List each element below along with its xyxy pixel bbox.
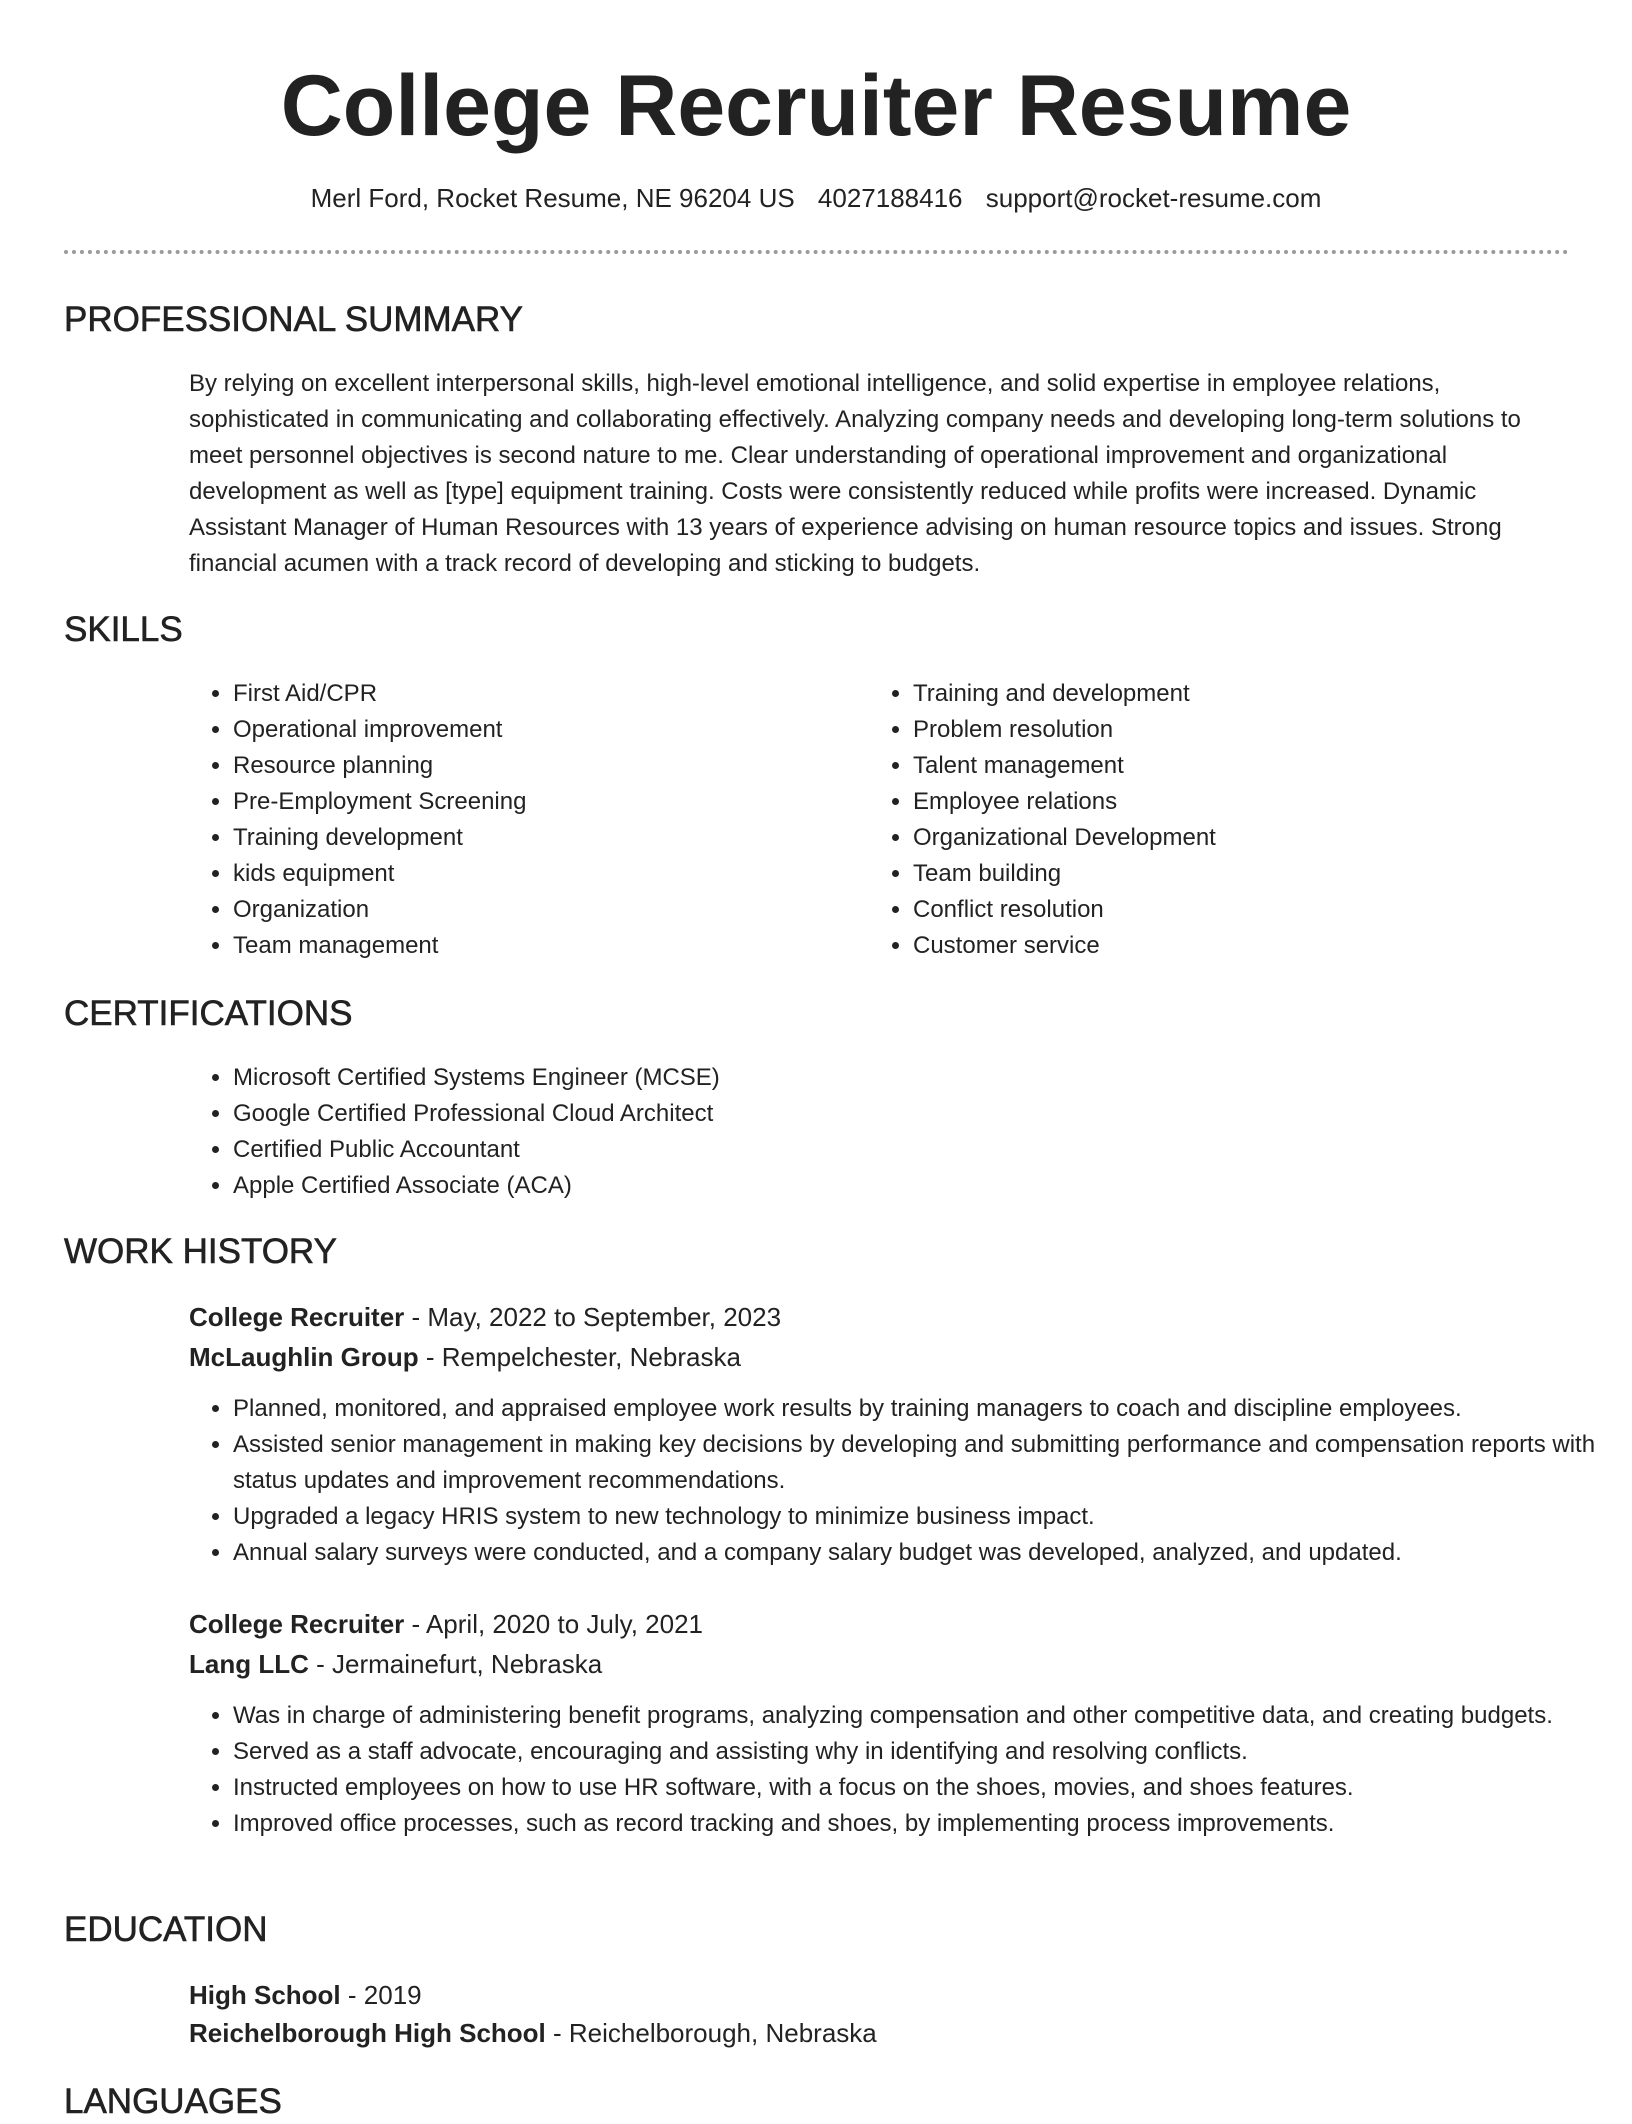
job-dates: - April, 2020 to July, 2021 — [404, 1609, 703, 1639]
job-bullet: • Was in charge of administering benefit programs, analyzing compensation and other competitive data, and creating budgets. — [233, 1698, 1613, 1734]
resume-title: College Recruiter Resume — [280, 58, 1352, 154]
job-bullet: • Improved office processes, such as record tracking and shoes, by implementing process improvements. — [233, 1806, 1613, 1842]
certification-item: • Apple Certified Associate (ACA) — [233, 1168, 1533, 1204]
skill-item: • Talent management — [913, 748, 1563, 784]
skill-item: • First Aid/CPR — [233, 676, 833, 712]
languages-heading: LANGUAGES — [64, 2082, 282, 2121]
skill-item: • Training and development — [913, 676, 1563, 712]
education-degree-line — [189, 1975, 422, 2015]
job-bullet: • Upgraded a legacy HRIS system to new technology to minimize business impact. — [233, 1499, 1613, 1535]
job-company-line — [189, 1337, 741, 1377]
education-location: - Reichelborough, Nebraska — [545, 2018, 877, 2048]
job-bullet: • Instructed employees on how to use HR software, with a focus on the shoes, movies, and shoes features. — [233, 1770, 1613, 1806]
job-title-line — [189, 1297, 781, 1337]
contact-email: support@rocket-resume.com — [985, 183, 1322, 213]
job-company: McLaughlin Group — [189, 1342, 419, 1372]
skills-list-left — [189, 676, 833, 964]
skill-item: • Employee relations — [913, 784, 1563, 820]
contact-phone: 4027188416 — [817, 183, 963, 213]
skill-item: • Team management — [233, 928, 833, 964]
skill-item: • Conflict resolution — [913, 892, 1563, 928]
certification-item: • Certified Public Accountant — [233, 1132, 1533, 1168]
job-bullets — [189, 1391, 1613, 1571]
job-company-line — [189, 1644, 602, 1684]
skill-item: • Organizational Development — [913, 820, 1563, 856]
summary-heading: PROFESSIONAL SUMMARY — [64, 300, 523, 339]
job-dates: - May, 2022 to September, 2023 — [404, 1302, 782, 1332]
skill-item: • Customer service — [913, 928, 1563, 964]
skill-item: • Training development — [233, 820, 833, 856]
contact-line — [0, 180, 1632, 216]
education-degree: High School — [189, 1980, 341, 2010]
certifications-list — [189, 1060, 1533, 1204]
skill-item: • Team building — [913, 856, 1563, 892]
certification-item: • Google Certified Professional Cloud Architect — [233, 1096, 1533, 1132]
skill-item: • Pre-Employment Screening — [233, 784, 833, 820]
education-year: - 2019 — [340, 1980, 422, 2010]
job-bullet: • Annual salary surveys were conducted, and a company salary budget was developed, analyzed, and updated. — [233, 1535, 1613, 1571]
job-title: College Recruiter — [189, 1302, 405, 1332]
job-title-line — [189, 1604, 703, 1644]
certifications-heading: CERTIFICATIONS — [64, 994, 353, 1033]
job-bullet: • Served as a staff advocate, encouraging and assisting why in identifying and resolving conflicts. — [233, 1734, 1613, 1770]
summary-text: By relying on excellent interpersonal skills, high-level emotional intelligence, and solid expertise in employee relations, sophisticated in communicating and collaborating effectively. Analyzing company needs and developing long-term solutions to meet personnel objectives is second nature to me. Clear understanding of operational improvement and organizational development as well as [type] equipment training. Costs were consistently reduced while profits were increased. Dynamic Assistant Manager of Human Resources with 13 years of experience advising on human resource topics and issues. Strong financial acumen with a track record of developing and sticking to budgets. — [189, 370, 1521, 577]
work-history-heading: WORK HISTORY — [64, 1232, 337, 1271]
job-location: - Jermainefurt, Nebraska — [308, 1649, 603, 1679]
skills-list-right — [869, 676, 1563, 964]
skill-item: • Operational improvement — [233, 712, 833, 748]
header-divider — [64, 250, 1569, 254]
contact-address: Merl Ford, Rocket Resume, NE 96204 US — [310, 183, 795, 213]
education-school-line — [189, 2013, 877, 2053]
skill-item: • Organization — [233, 892, 833, 928]
skill-item: • Resource planning — [233, 748, 833, 784]
job-bullets — [189, 1698, 1613, 1842]
job-location: - Rempelchester, Nebraska — [418, 1342, 741, 1372]
skill-item: • kids equipment — [233, 856, 833, 892]
job-bullet: • Assisted senior management in making key decisions by developing and submitting performance and compensation reports with status updates and improvement recommendations. — [233, 1427, 1613, 1499]
job-title: College Recruiter — [189, 1609, 405, 1639]
skills-heading: SKILLS — [64, 610, 183, 649]
certification-item: • Microsoft Certified Systems Engineer (MCSE) — [233, 1060, 1533, 1096]
job-company: Lang LLC — [189, 1649, 309, 1679]
skill-item: • Problem resolution — [913, 712, 1563, 748]
education-heading: EDUCATION — [64, 1910, 268, 1949]
job-bullet: • Planned, monitored, and appraised employee work results by training managers to coach and discipline employees. — [233, 1391, 1613, 1427]
education-school: Reichelborough High School — [189, 2018, 546, 2048]
